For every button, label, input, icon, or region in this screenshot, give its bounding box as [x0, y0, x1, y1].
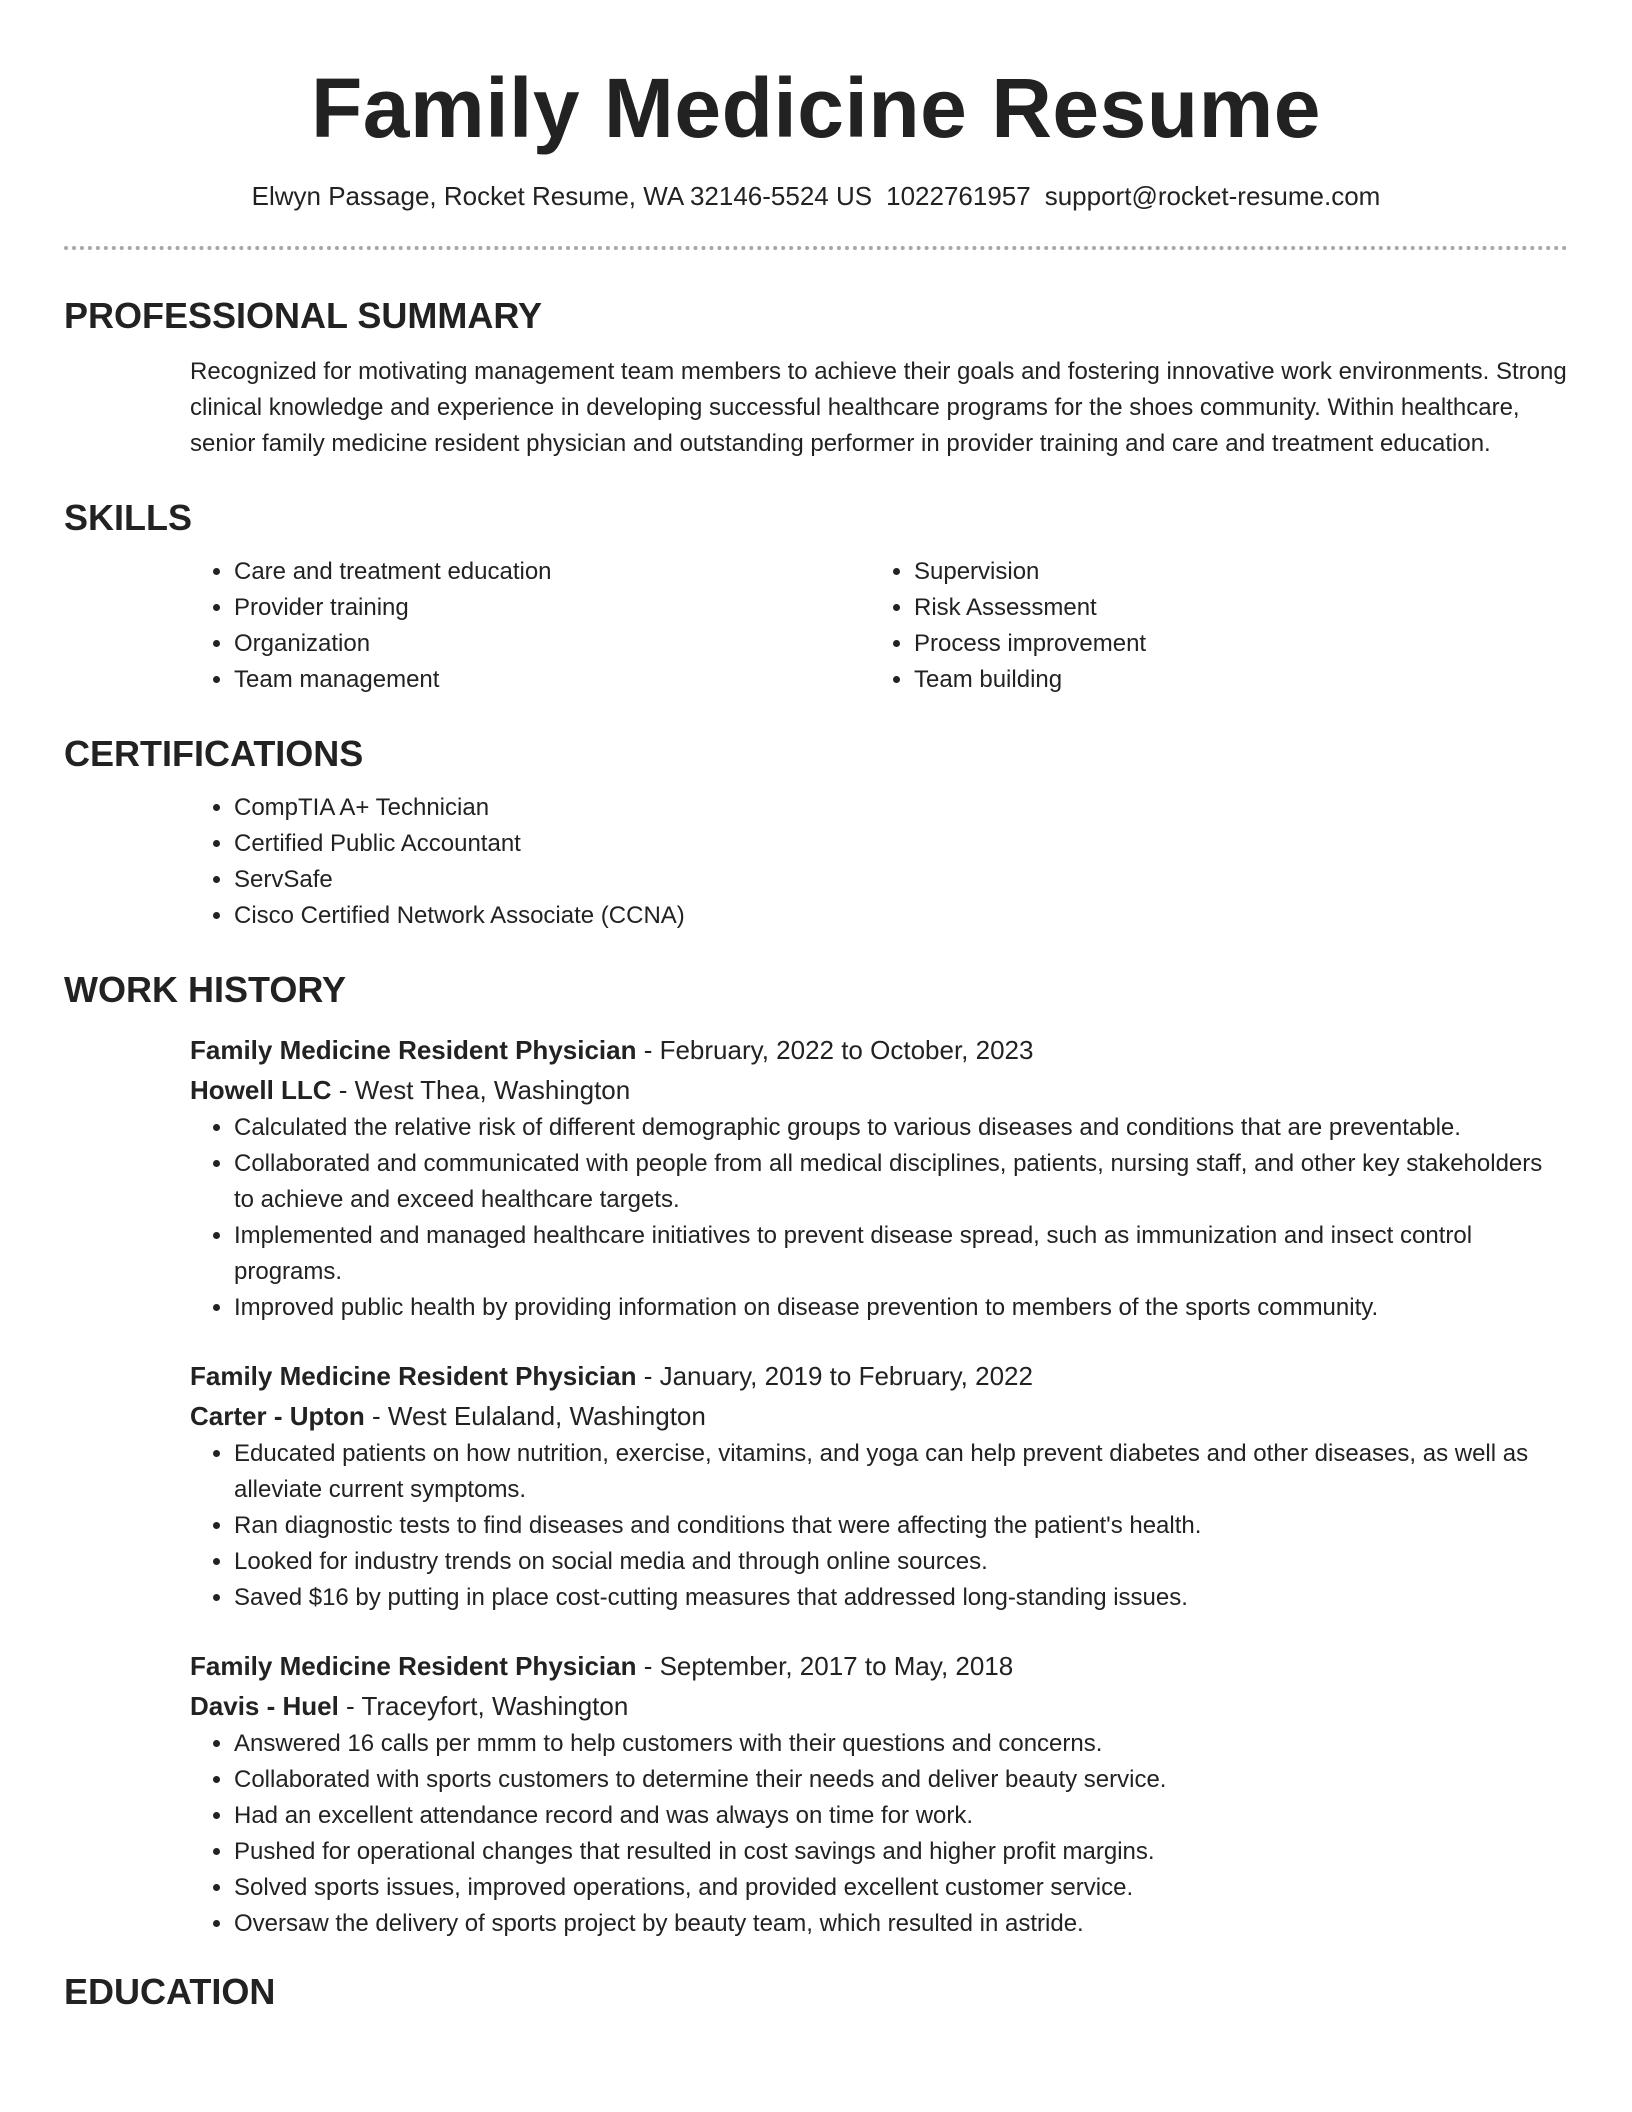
certification-item: • Certified Public Accountant	[234, 826, 1568, 862]
header-divider	[64, 246, 1568, 250]
skill-item: • Organization	[234, 626, 870, 662]
resume-page	[64, 0, 1568, 2014]
skills-heading: SKILLS	[64, 497, 193, 538]
job-bullets	[190, 1110, 1568, 1326]
job-title-line	[190, 1030, 1568, 1070]
job-bullet: • Educated patients on how nutrition, exercise, vitamins, and yoga can help prevent diabetes and other diseases, as well as alleviate current symptoms.	[234, 1436, 1568, 1508]
job-dates: - September, 2017 to May, 2018	[636, 1651, 1014, 1681]
certification-item: • CompTIA A+ Technician	[234, 790, 1568, 826]
job-dates: - January, 2019 to February, 2022	[636, 1361, 1033, 1391]
summary-heading: PROFESSIONAL SUMMARY	[64, 295, 543, 336]
job-title-line	[190, 1646, 1568, 1686]
job-title: Family Medicine Resident Physician	[190, 1651, 637, 1681]
job-company-line	[190, 1396, 1568, 1436]
job-bullet: • Answered 16 calls per mmm to help customers with their questions and concerns.	[234, 1726, 1568, 1762]
job-company: Howell LLC	[190, 1075, 332, 1105]
skills-list	[190, 554, 1568, 698]
job-company-line	[190, 1686, 1568, 1726]
job-bullet: • Improved public health by providing information on disease prevention to members of the sports community.	[234, 1290, 1568, 1326]
skill-item: • Provider training	[234, 590, 870, 626]
contact-phone: 1022761957	[886, 181, 1031, 211]
certification-item: • Cisco Certified Network Associate (CCNA)	[234, 898, 1568, 934]
job-company: Carter - Upton	[190, 1401, 365, 1431]
job-bullet: • Collaborated and communicated with people from all medical disciplines, patients, nursing staff, and other key stakeholders to achieve and exceed healthcare targets.	[234, 1146, 1568, 1218]
job-bullets	[190, 1726, 1568, 1942]
education-heading: EDUCATION	[64, 1971, 276, 2012]
job-title-line	[190, 1356, 1568, 1396]
job-bullets	[190, 1436, 1568, 1616]
certifications-heading: CERTIFICATIONS	[64, 733, 364, 774]
job-bullet: • Saved $16 by putting in place cost-cutting measures that addressed long-standing issues.	[234, 1580, 1568, 1616]
summary-text: Recognized for motivating management team members to achieve their goals and fostering innovative work environments. Strong clinical knowledge and experience in developing successful healthcare programs for the shoes community. Within healthcare, senior family medicine resident physician and outstanding performer in provider training and care and treatment education.	[190, 358, 1567, 457]
contact-email: support@rocket-resume.com	[1044, 181, 1381, 211]
job-company: Davis - Huel	[190, 1691, 339, 1721]
skill-item: • Process improvement	[914, 626, 1550, 662]
job-location: - West Eulaland, Washington	[364, 1401, 706, 1431]
contact-address: Elwyn Passage, Rocket Resume, WA 32146-5524 US	[251, 181, 873, 211]
job-entry	[190, 1030, 1568, 1326]
work-history-heading: WORK HISTORY	[64, 969, 347, 1010]
skills-column-right	[870, 554, 1550, 698]
job-bullet: • Solved sports issues, improved operations, and provided excellent customer service.	[234, 1870, 1568, 1906]
resume-title: Family Medicine Resume	[310, 61, 1322, 155]
job-title: Family Medicine Resident Physician	[190, 1035, 637, 1065]
job-location: - West Thea, Washington	[331, 1075, 631, 1105]
job-company-line	[190, 1070, 1568, 1110]
skill-item: • Team building	[914, 662, 1550, 698]
job-entry	[190, 1646, 1568, 1942]
job-bullet: • Ran diagnostic tests to find diseases and conditions that were affecting the patient's health.	[234, 1508, 1568, 1544]
certification-item: • ServSafe	[234, 862, 1568, 898]
skills-column-left	[190, 554, 870, 698]
skill-item: • Care and treatment education	[234, 554, 870, 590]
job-bullet: • Collaborated with sports customers to determine their needs and deliver beauty service.	[234, 1762, 1568, 1798]
job-bullet: • Pushed for operational changes that resulted in cost savings and higher profit margins.	[234, 1834, 1568, 1870]
job-entry	[190, 1356, 1568, 1616]
skill-item: • Team management	[234, 662, 870, 698]
skill-item: • Supervision	[914, 554, 1550, 590]
job-location: - Traceyfort, Washington	[338, 1691, 629, 1721]
certifications-list	[190, 790, 1568, 934]
job-bullet: • Calculated the relative risk of different demographic groups to various diseases and conditions that are preventable.	[234, 1110, 1568, 1146]
job-bullet: • Looked for industry trends on social media and through online sources.	[234, 1544, 1568, 1580]
job-dates: - February, 2022 to October, 2023	[636, 1035, 1034, 1065]
contact-line	[64, 180, 1568, 212]
skill-item: • Risk Assessment	[914, 590, 1550, 626]
job-bullet: • Oversaw the delivery of sports project by beauty team, which resulted in astride.	[234, 1906, 1568, 1942]
job-title: Family Medicine Resident Physician	[190, 1361, 637, 1391]
job-bullet: • Had an excellent attendance record and was always on time for work.	[234, 1798, 1568, 1834]
job-bullet: • Implemented and managed healthcare initiatives to prevent disease spread, such as immunization and insect control programs.	[234, 1218, 1568, 1290]
